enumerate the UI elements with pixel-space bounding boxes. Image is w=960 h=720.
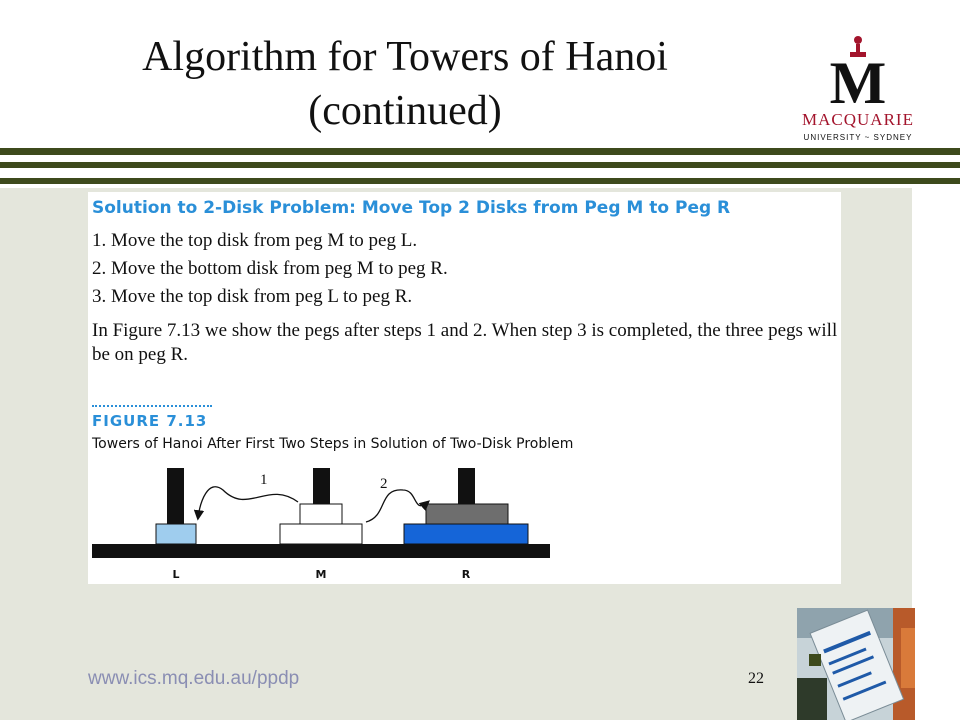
dotted-rule (92, 405, 212, 407)
slide-title (60, 30, 750, 138)
figure-heading: Solution to 2-Disk Problem: Move Top 2 Disks from Peg M to Peg R (92, 198, 731, 218)
arrow-1 (198, 487, 298, 518)
disk-m-top (300, 504, 342, 524)
logo-name: MACQUARIE (802, 110, 914, 129)
disk-r-top (426, 504, 508, 524)
peg-l (167, 468, 184, 524)
figure-caption: Towers of Hanoi After First Two Steps in Solution of Two-Disk Problem (92, 436, 574, 452)
logo-subtitle: UNIVERSITY ~ SYDNEY (803, 133, 913, 142)
arrow-label-1: 1 (260, 472, 268, 488)
textbook-figure (88, 192, 841, 584)
step-1: 1. Move the top disk from peg M to peg L. (92, 230, 418, 251)
course-url: www.ics.mq.edu.au/ppdp (88, 668, 300, 689)
peg-label-m: M (315, 568, 327, 581)
disk-l-small (156, 524, 196, 544)
base (92, 544, 550, 558)
step-3: 3. Move the top disk from peg L to peg R. (92, 286, 413, 307)
explanation-paragraph: In Figure 7.13 we show the pegs after steps 1 and 2. When step 3 is completed, the three pegs will be on peg R. (92, 320, 838, 365)
title-line-2: (continued) (308, 88, 502, 134)
peg-label-l: L (172, 568, 180, 581)
logo-letter: M (829, 50, 887, 116)
page-number: 22 (748, 670, 764, 687)
arrow-2 (366, 490, 428, 522)
disk-m-bottom (280, 524, 362, 544)
towers-of-hanoi-diagram (88, 460, 558, 584)
peg-m (313, 468, 330, 504)
macquarie-logo (790, 30, 950, 150)
title-line-1: Algorithm for Towers of Hanoi (142, 34, 668, 80)
peg-label-r: R (461, 568, 471, 581)
arrow-label-2: 2 (380, 476, 388, 492)
step-2: 2. Move the bottom disk from peg M to peg R. (92, 258, 448, 279)
building-sign-photo (797, 608, 915, 720)
peg-r (458, 468, 475, 504)
disk-r-bottom (404, 524, 528, 544)
figure-label: FIGURE 7.13 (92, 412, 208, 430)
